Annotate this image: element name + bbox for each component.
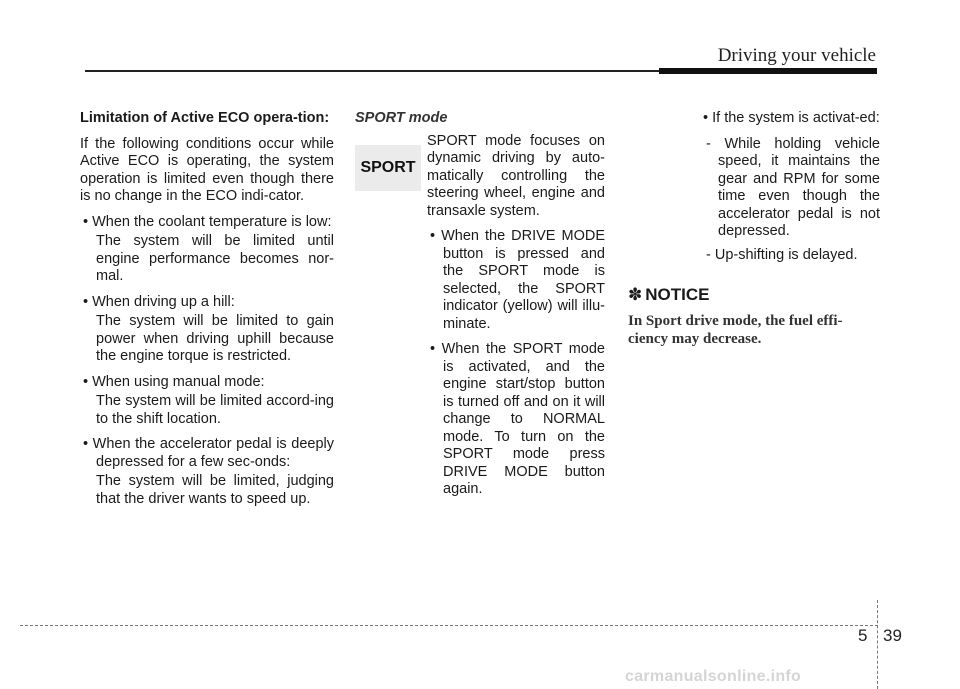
sport-section: [355, 133, 605, 499]
list-item: • When the DRIVE MODE button is pressed and the SPORT mode is selected, the SPORT indicator (yellow) will illu-minate.: [430, 228, 605, 332]
notice-title: NOTICE: [645, 285, 710, 304]
list-item: • If the system is activat-ed:: [703, 110, 880, 126]
column-left: [80, 110, 334, 516]
list-item-detail: The system will be limited, judging that the driver wants to speed up.: [96, 473, 334, 507]
list-item: • When the accelerator pedal is deeply depressed for a few sec-onds:: [83, 436, 334, 470]
column-right: [628, 110, 880, 348]
header-rule-accent: [659, 68, 877, 74]
page-header-title: Driving your vehicle: [717, 45, 876, 66]
dash-item: - While holding vehicle speed, it maintains the gear and RPM for some time even though the accelerator pedal is not depressed.: [706, 135, 880, 239]
notice-heading: [628, 286, 880, 304]
limitation-heading: Limitation of Active ECO opera-tion:: [80, 110, 330, 126]
watermark: carmanualsonline.info: [625, 668, 802, 685]
list-item: • When the SPORT mode is activated, and the engine start/stop button is turned off and on it will change to NORMAL mode. To turn on the SPORT mode press DRIVE MODE button again.: [430, 341, 605, 497]
sport-mode-icon: SPORT: [355, 145, 421, 191]
list-item-detail: The system will be limited until engine performance becomes nor-mal.: [96, 233, 334, 284]
list-item: • When the coolant temperature is low:: [83, 213, 332, 230]
sport-text: [427, 133, 605, 499]
sport-intro: SPORT mode focuses on dynamic driving by auto-matically controlling the steering wheel, engine and transaxle system.: [427, 132, 605, 219]
footer-rule: [20, 625, 878, 626]
list-item: • When driving up a hill:: [83, 293, 235, 310]
limitation-intro: If the following conditions occur while Active ECO is operating, the system operation is limited even though there is no change in the ECO indi-cator.: [80, 135, 334, 204]
chapter-number: 5: [858, 626, 868, 645]
list-item-detail: The system will be limited accord-ing to the shift location.: [96, 393, 334, 427]
notice-body: In Sport drive mode, the fuel effi-ciency may decrease.: [628, 312, 843, 347]
notice-icon: ✽: [628, 285, 643, 304]
page-number: 39: [883, 626, 902, 645]
list-item-detail: The system will be limited to gain power when driving uphill because the engine torque is restricted.: [96, 313, 334, 364]
header-rule: [85, 70, 660, 72]
list-item: • When using manual mode:: [83, 373, 265, 390]
column-middle: [355, 110, 605, 507]
footer-divider: [877, 600, 878, 689]
dash-item: - Up-shifting is delayed.: [706, 246, 858, 263]
dash-list: [700, 136, 880, 265]
sport-mode-title: SPORT mode: [355, 110, 448, 126]
